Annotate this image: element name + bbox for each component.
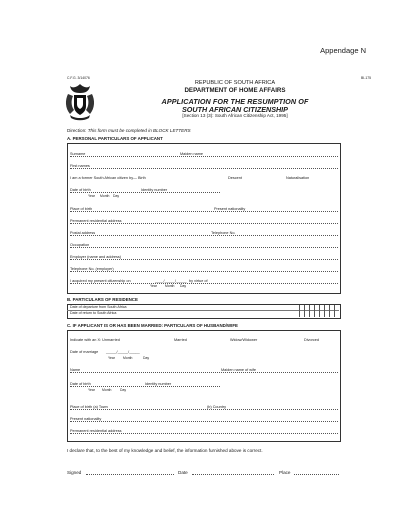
departure-label: Date of departure from South Africa: [70, 305, 127, 309]
country-heading: REPUBLIC OF SOUTH AFRICA: [194, 80, 276, 86]
direction-text: This form must be completed in BLOCK LETTERS: [87, 128, 191, 133]
direction-label: Direction:: [67, 128, 87, 133]
spouse-address-label: Permanent residential address: [70, 429, 122, 433]
place-of-birth-label: Place of birth: [70, 207, 93, 211]
indicate-unmarried-label: Indicate with an X: Unmarried: [70, 338, 120, 342]
permanent-address-field[interactable]: [70, 219, 338, 224]
occupation-label: Occupation: [70, 243, 90, 247]
spouse-country-label: (b) Country: [207, 405, 226, 409]
form-title-line2: SOUTH AFRICAN CITIZENSHIP: [182, 105, 288, 114]
spouse-place-of-birth-field[interactable]: [70, 405, 338, 410]
acquired-citizenship-field[interactable]: [70, 279, 338, 288]
acq-day-label: Day: [180, 284, 187, 288]
section-c-heading: C. IF APPLICANT IS OR HAS BEEN MARRIED: PARTICULARS OF HUSBAND/WIFE: [67, 323, 238, 328]
spouse-dob-year-label: Year: [88, 388, 95, 392]
identity-number-label: Identity number: [141, 188, 168, 192]
first-names-label: First names: [70, 164, 90, 168]
first-names-field[interactable]: [70, 164, 338, 169]
signature-field[interactable]: [86, 474, 174, 475]
spouse-town-label: Place of birth (a) Town: [70, 405, 108, 409]
direction-note: [67, 128, 191, 133]
spouse-identity-label: Identity number: [145, 382, 172, 386]
grid-cell: [314, 305, 315, 317]
dom-month-label: Month: [123, 356, 133, 360]
naturalisation-label: Naturalisation: [286, 176, 310, 180]
spouse-dob-label: Date of birth: [70, 382, 91, 386]
grid-cell: [324, 305, 325, 317]
divorced-label: Divorced: [304, 338, 319, 342]
permanent-address-label: Permanent residential address: [70, 219, 122, 223]
grid-cell: [309, 305, 310, 317]
appendage-label: Appendage N: [320, 46, 366, 55]
telephone-employer-label: Telephone No. (employer): [70, 267, 114, 271]
employer-field[interactable]: [70, 255, 338, 260]
section-a-heading: A. PERSONAL PARTICULARS OF APPLICANT: [67, 136, 163, 141]
spouse-name-field[interactable]: [70, 368, 338, 373]
section-b-heading: B. PARTICULARS OF RESIDENCE: [67, 297, 138, 302]
occupation-field[interactable]: [70, 243, 338, 248]
telephone-label: Telephone No.: [211, 231, 236, 235]
grid-cell: [329, 305, 330, 317]
acq-month-label: Month: [165, 284, 175, 288]
form-title-line1: APPLICATION FOR THE RESUMPTION OF: [161, 97, 309, 106]
spouse-nationality-label: Present nationality: [70, 417, 102, 421]
grid-cell: [304, 305, 305, 317]
date-label: Date: [178, 470, 188, 475]
place-label: Place: [279, 470, 291, 475]
date-of-birth-field[interactable]: [70, 188, 220, 198]
department-heading: DEPARTMENT OF HOME AFFAIRS: [184, 87, 286, 94]
spouse-dob-month-label: Month: [102, 388, 112, 392]
postal-address-field[interactable]: [70, 231, 338, 236]
spouse-name-label: Name: [70, 368, 81, 372]
married-label: Married: [174, 338, 187, 342]
maiden-name-label: Maiden name: [180, 152, 204, 156]
widow-label: Widow/Widower: [230, 338, 258, 342]
dom-year-label: Year: [108, 356, 115, 360]
dob-year-label: Year: [88, 194, 95, 198]
section-reference: [Section 13 (3): South African Citizenship Act, 1995]: [182, 113, 288, 118]
form-number: BI-175: [361, 76, 371, 80]
signed-label: Signed: [67, 470, 82, 475]
return-label: Date of return to South Africa: [70, 311, 117, 315]
former-citizen-label: I am a former South African citizen by— Birth: [70, 176, 146, 180]
date-of-marriage-label: Date of marriage: [70, 350, 99, 354]
marriage-date-slashes: _____/_____/_____: [106, 350, 140, 354]
employer-label: Employer (name and address): [70, 255, 122, 259]
present-nationality-label: Present nationality: [214, 207, 246, 211]
form-code: C.F.G. 3/14076: [67, 76, 90, 80]
spouse-address-field[interactable]: [70, 429, 338, 434]
residence-date-grid[interactable]: [299, 305, 339, 317]
spouse-nationality-field[interactable]: [70, 417, 338, 422]
signature-date-field[interactable]: [192, 474, 274, 475]
grid-cell: [299, 305, 300, 317]
acq-year-label: Year: [150, 284, 157, 288]
surname-label: Surname: [70, 152, 86, 156]
dob-day-label: Day: [113, 194, 120, 198]
acquired-date-slashes: ____/_____/_____: [155, 279, 187, 283]
signature-place-field[interactable]: [294, 474, 339, 475]
place-of-birth-field[interactable]: [70, 207, 338, 212]
dob-month-label: Month: [100, 194, 110, 198]
by-virtue-label: by virtue of: [189, 279, 208, 283]
telephone-employer-field[interactable]: [70, 267, 338, 272]
postal-address-label: Postal address: [70, 231, 96, 235]
acquired-label: I acquired my present citizenship on: [70, 279, 131, 283]
coat-of-arms-icon: [62, 82, 98, 122]
declaration-text: I declare that, to the best of my knowledge and belief, the information furnished above is correct.: [67, 448, 263, 453]
surname-field[interactable]: [70, 152, 338, 157]
descent-label: Descent: [228, 176, 242, 180]
date-of-birth-label: Date of birth: [70, 188, 91, 192]
maiden-name-wife-label: Maiden name of wife: [221, 368, 257, 372]
grid-cell: [319, 305, 320, 317]
dom-day-label: Day: [143, 356, 150, 360]
spouse-dob-day-label: Day: [120, 388, 127, 392]
grid-cell: [334, 305, 335, 317]
spouse-dob-field[interactable]: [70, 382, 220, 392]
